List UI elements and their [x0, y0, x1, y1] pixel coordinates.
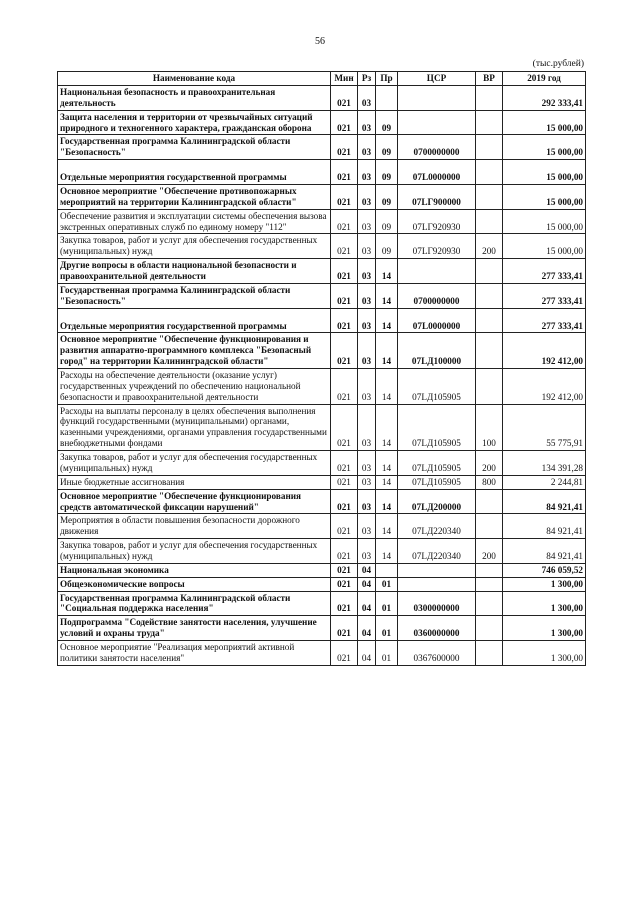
cell-min: 021 [331, 591, 358, 616]
header-min: Мин [331, 72, 358, 86]
cell-pr: 01 [376, 577, 398, 591]
cell-vr [476, 577, 503, 591]
cell-sum: 15 000,00 [503, 234, 586, 259]
cell-sum: 1 300,00 [503, 616, 586, 641]
cell-vr [476, 160, 503, 185]
cell-name: Защита населения и территории от чрезвычайных ситуаций природного и техногенного характера, гражданская оборона [58, 110, 331, 135]
cell-rz: 03 [358, 259, 376, 284]
cell-sum: 1 300,00 [503, 577, 586, 591]
cell-sum: 15 000,00 [503, 135, 586, 160]
cell-csr [398, 110, 476, 135]
cell-min: 021 [331, 577, 358, 591]
cell-min: 021 [331, 539, 358, 564]
cell-vr [476, 86, 503, 111]
table-row [58, 160, 586, 185]
cell-csr: 07L0000000 [398, 160, 476, 185]
cell-min: 021 [331, 135, 358, 160]
cell-csr [398, 577, 476, 591]
table-row [58, 514, 586, 539]
cell-csr: 07LГ900000 [398, 185, 476, 210]
cell-min: 021 [331, 234, 358, 259]
cell-pr: 14 [376, 539, 398, 564]
cell-name: Мероприятия в области повышения безопасности дорожного движения [58, 514, 331, 539]
cell-name: Основное мероприятие "Реализация мероприятий активной политики занятости населения" [58, 640, 331, 665]
cell-csr: 07LД220340 [398, 539, 476, 564]
cell-min: 021 [331, 404, 358, 450]
header-rz: Рз [358, 72, 376, 86]
header-csr: ЦСР [398, 72, 476, 86]
cell-sum: 84 921,41 [503, 489, 586, 514]
cell-name: Государственная программа Калининградской области "Безопасность" [58, 283, 331, 308]
cell-name: Общеэкономические вопросы [58, 577, 331, 591]
header-name: Наименование кода [58, 72, 331, 86]
cell-sum: 134 391,28 [503, 451, 586, 476]
cell-vr [476, 283, 503, 308]
cell-name: Другие вопросы в области национальной безопасности и правоохранительной деятельности [58, 259, 331, 284]
table-row [58, 577, 586, 591]
cell-min: 021 [331, 86, 358, 111]
cell-csr: 0700000000 [398, 283, 476, 308]
cell-sum: 84 921,41 [503, 539, 586, 564]
cell-csr: 07LД105905 [398, 475, 476, 489]
cell-name: Государственная программа Калининградской области "Социальная поддержка населения" [58, 591, 331, 616]
table-row [58, 333, 586, 369]
cell-name: Подпрограмма "Содействие занятости населения, улучшение условий и охраны труда" [58, 616, 331, 641]
table-row [58, 489, 586, 514]
cell-rz: 03 [358, 283, 376, 308]
cell-pr: 01 [376, 616, 398, 641]
table-row [58, 185, 586, 210]
cell-csr: 07LД200000 [398, 489, 476, 514]
cell-min: 021 [331, 369, 358, 405]
cell-pr: 14 [376, 489, 398, 514]
table-row [58, 563, 586, 577]
cell-rz: 04 [358, 563, 376, 577]
cell-pr: 09 [376, 110, 398, 135]
cell-csr [398, 86, 476, 111]
cell-sum: 192 412,00 [503, 369, 586, 405]
cell-vr: 200 [476, 451, 503, 476]
cell-sum: 1 300,00 [503, 640, 586, 665]
cell-min: 021 [331, 185, 358, 210]
cell-name: Основное мероприятие "Обеспечение функционирования и развития аппаратно-программного комплекса "Безопасный город" на территории Калининградской области" [58, 333, 331, 369]
cell-rz: 03 [358, 475, 376, 489]
cell-min: 021 [331, 616, 358, 641]
table-row [58, 86, 586, 111]
cell-sum: 15 000,00 [503, 185, 586, 210]
cell-min: 021 [331, 333, 358, 369]
cell-csr: 0360000000 [398, 616, 476, 641]
cell-name: Расходы на обеспечение деятельности (оказание услуг) государственных учреждений по обеспечению национальной безопасности и правоохранительной деятельности [58, 369, 331, 405]
cell-rz: 03 [358, 234, 376, 259]
cell-sum: 746 059,52 [503, 563, 586, 577]
cell-csr: 0367600000 [398, 640, 476, 665]
cell-rz: 03 [358, 451, 376, 476]
cell-min: 021 [331, 475, 358, 489]
cell-pr: 01 [376, 591, 398, 616]
table-row [58, 110, 586, 135]
cell-min: 021 [331, 209, 358, 234]
table-row [58, 591, 586, 616]
cell-csr: 0700000000 [398, 135, 476, 160]
cell-name: Государственная программа Калининградской области "Безопасность" [58, 135, 331, 160]
table-row [58, 475, 586, 489]
cell-name: Закупка товаров, работ и услуг для обеспечения государственных (муниципальных) нужд [58, 539, 331, 564]
cell-rz: 04 [358, 591, 376, 616]
cell-pr: 14 [376, 369, 398, 405]
table-row [58, 539, 586, 564]
cell-pr: 09 [376, 234, 398, 259]
cell-vr: 200 [476, 539, 503, 564]
cell-rz: 03 [358, 160, 376, 185]
cell-vr [476, 616, 503, 641]
cell-name: Расходы на выплаты персоналу в целях обеспечения выполнения функций государственными (муниципальными) органами, казенными учреждениями, органами управления государственными внебюджетными фондами [58, 404, 331, 450]
cell-csr [398, 563, 476, 577]
cell-name: Основное мероприятие "Обеспечение функционирования средств автоматической фиксации нарушений" [58, 489, 331, 514]
cell-csr: 07L0000000 [398, 308, 476, 333]
cell-sum: 15 000,00 [503, 209, 586, 234]
cell-pr: 14 [376, 451, 398, 476]
cell-csr: 07LД220340 [398, 514, 476, 539]
cell-csr: 07LД105905 [398, 451, 476, 476]
cell-pr: 14 [376, 475, 398, 489]
cell-csr: 07LД100000 [398, 333, 476, 369]
cell-rz: 03 [358, 86, 376, 111]
cell-name: Иные бюджетные ассигнования [58, 475, 331, 489]
header-pr: Пр [376, 72, 398, 86]
cell-rz: 03 [358, 404, 376, 450]
table-row [58, 308, 586, 333]
cell-rz: 03 [358, 369, 376, 405]
cell-vr [476, 333, 503, 369]
cell-name: Национальная безопасность и правоохранительная деятельность [58, 86, 331, 111]
cell-csr: 07LД105905 [398, 369, 476, 405]
table-header-row [58, 72, 586, 86]
cell-min: 021 [331, 514, 358, 539]
cell-pr: 14 [376, 514, 398, 539]
cell-sum: 84 921,41 [503, 514, 586, 539]
cell-pr: 01 [376, 640, 398, 665]
cell-pr: 09 [376, 185, 398, 210]
cell-pr: 14 [376, 283, 398, 308]
table-row [58, 369, 586, 405]
cell-rz: 04 [358, 640, 376, 665]
cell-min: 021 [331, 563, 358, 577]
cell-min: 021 [331, 283, 358, 308]
cell-pr [376, 86, 398, 111]
table-row [58, 283, 586, 308]
cell-min: 021 [331, 110, 358, 135]
cell-name: Национальная экономика [58, 563, 331, 577]
cell-vr [476, 640, 503, 665]
table-row [58, 404, 586, 450]
cell-rz: 03 [358, 489, 376, 514]
cell-name: Отдельные мероприятия государственной программы [58, 308, 331, 333]
cell-name: Отдельные мероприятия государственной программы [58, 160, 331, 185]
cell-csr: 0300000000 [398, 591, 476, 616]
cell-vr [476, 135, 503, 160]
cell-csr [398, 259, 476, 284]
cell-pr: 14 [376, 259, 398, 284]
cell-sum: 55 775,91 [503, 404, 586, 450]
cell-min: 021 [331, 259, 358, 284]
cell-pr: 14 [376, 404, 398, 450]
cell-vr [476, 489, 503, 514]
table-row [58, 451, 586, 476]
header-year: 2019 год [503, 72, 586, 86]
cell-vr [476, 209, 503, 234]
table-row [58, 259, 586, 284]
cell-min: 021 [331, 489, 358, 514]
cell-rz: 03 [358, 539, 376, 564]
cell-rz: 03 [358, 209, 376, 234]
cell-vr [476, 514, 503, 539]
cell-sum: 192 412,00 [503, 333, 586, 369]
cell-sum: 2 244,81 [503, 475, 586, 489]
cell-rz: 03 [358, 110, 376, 135]
cell-rz: 03 [358, 185, 376, 210]
cell-vr: 800 [476, 475, 503, 489]
cell-name: Основное мероприятие "Обеспечение противопожарных мероприятий на территории Калининградской области" [58, 185, 331, 210]
cell-name: Закупка товаров, работ и услуг для обеспечения государственных (муниципальных) нужд [58, 234, 331, 259]
cell-pr: 14 [376, 308, 398, 333]
cell-sum: 277 333,41 [503, 259, 586, 284]
cell-rz: 03 [358, 333, 376, 369]
table-row [58, 209, 586, 234]
unit-note: (тыс.рублей) [532, 59, 584, 69]
cell-pr: 14 [376, 333, 398, 369]
cell-vr [476, 110, 503, 135]
table-row [58, 135, 586, 160]
page-number: 56 [315, 36, 325, 47]
cell-vr [476, 369, 503, 405]
cell-min: 021 [331, 640, 358, 665]
cell-rz: 03 [358, 135, 376, 160]
cell-pr: 09 [376, 160, 398, 185]
cell-sum: 277 333,41 [503, 308, 586, 333]
budget-table [57, 71, 586, 666]
cell-rz: 04 [358, 577, 376, 591]
cell-vr [476, 591, 503, 616]
cell-rz: 03 [358, 308, 376, 333]
cell-name: Закупка товаров, работ и услуг для обеспечения государственных (муниципальных) нужд [58, 451, 331, 476]
cell-rz: 03 [358, 514, 376, 539]
table-row [58, 616, 586, 641]
cell-pr [376, 563, 398, 577]
cell-sum: 15 000,00 [503, 160, 586, 185]
table-row [58, 640, 586, 665]
cell-name: Обеспечение развития и эксплуатации системы обеспечения вызова экстренных оперативных служб по единому номеру "112" [58, 209, 331, 234]
cell-min: 021 [331, 451, 358, 476]
cell-min: 021 [331, 160, 358, 185]
cell-csr: 07LД105905 [398, 404, 476, 450]
cell-vr [476, 563, 503, 577]
cell-sum: 1 300,00 [503, 591, 586, 616]
cell-pr: 09 [376, 209, 398, 234]
cell-vr: 200 [476, 234, 503, 259]
cell-min: 021 [331, 308, 358, 333]
table-row [58, 234, 586, 259]
cell-vr [476, 185, 503, 210]
cell-sum: 277 333,41 [503, 283, 586, 308]
cell-vr [476, 308, 503, 333]
cell-vr [476, 259, 503, 284]
cell-csr: 07LГ920930 [398, 209, 476, 234]
cell-pr: 09 [376, 135, 398, 160]
cell-csr: 07LГ920930 [398, 234, 476, 259]
cell-rz: 04 [358, 616, 376, 641]
cell-sum: 292 333,41 [503, 86, 586, 111]
cell-vr: 100 [476, 404, 503, 450]
cell-sum: 15 000,00 [503, 110, 586, 135]
header-vr: ВР [476, 72, 503, 86]
